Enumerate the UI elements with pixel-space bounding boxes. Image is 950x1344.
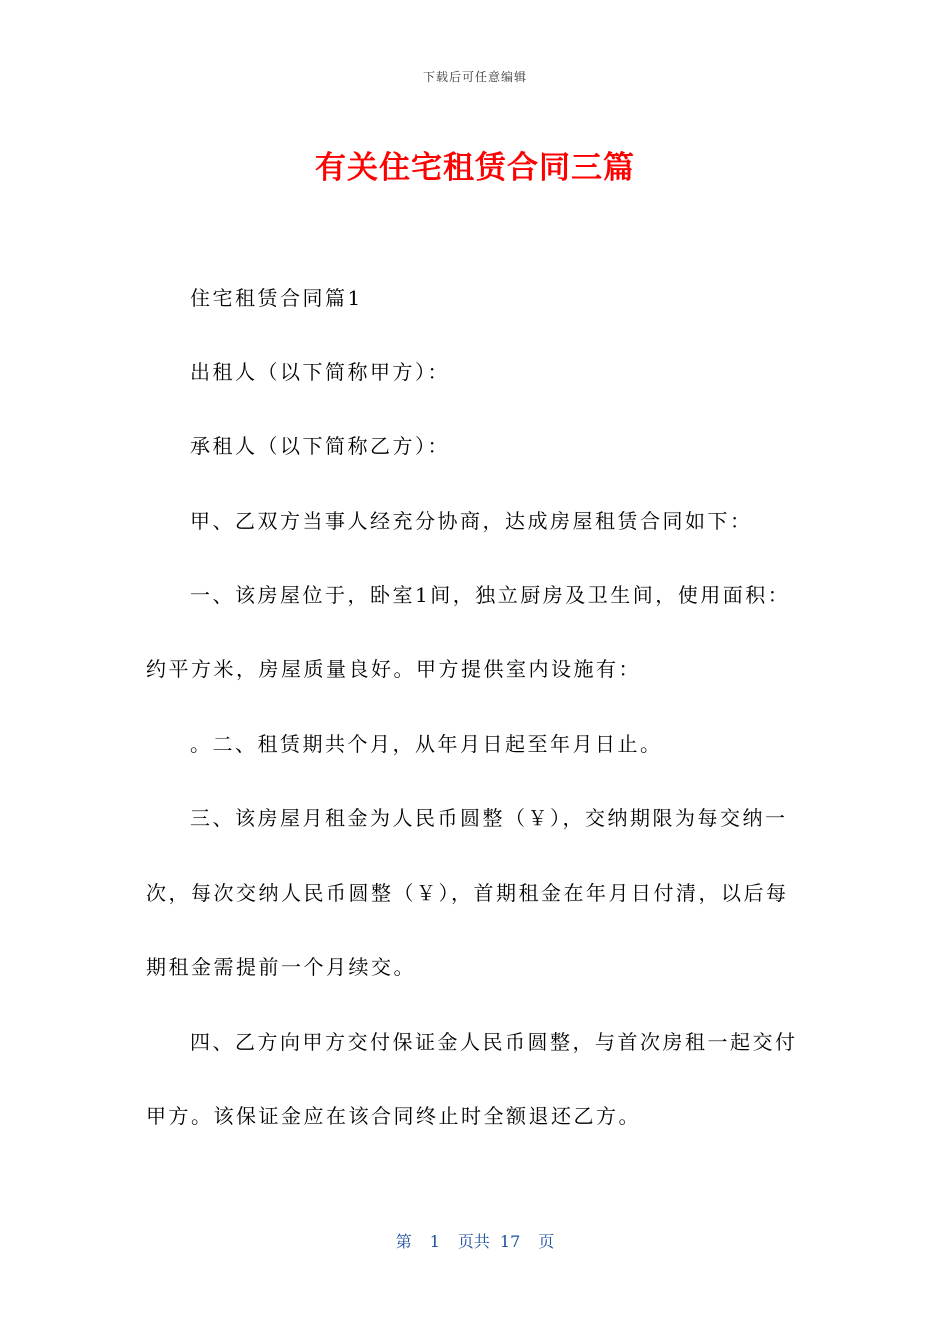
- clause-3-line-1: 三、该房屋月租金为人民币圆整（￥），交纳期限为每交纳一: [190, 806, 788, 830]
- intro-paragraph: 甲、乙双方当事人经充分协商，达成房屋租赁合同如下：: [190, 509, 753, 533]
- document-title: 有关住宅租赁合同三篇: [315, 150, 635, 186]
- section-heading: 住宅租赁合同篇1: [190, 286, 363, 310]
- footer-total-pages: 17: [499, 1232, 521, 1251]
- clause-4-line-2: 甲方。该保证金应在该合同终止时全额退还乙方。: [146, 1104, 641, 1128]
- footer-middle: 页共: [457, 1232, 490, 1251]
- clause-1-line-2: 约平方米，房屋质量良好。甲方提供室内设施有：: [146, 657, 641, 681]
- clause-1-line-1: 一、该房屋位于，卧室1间，独立厨房及卫生间，使用面积：: [190, 583, 791, 607]
- footer-page-number: 1: [429, 1232, 440, 1251]
- clause-4-line-1: 四、乙方向甲方交付保证金人民币圆整，与首次房租一起交付: [190, 1030, 798, 1054]
- page-footer: [0, 1229, 950, 1252]
- footer-suffix: 页: [538, 1232, 555, 1251]
- lessor-line: 出租人（以下简称甲方）：: [190, 360, 450, 384]
- clause-3-line-3: 期租金需提前一个月续交。: [146, 955, 416, 979]
- lessee-line: 承租人（以下简称乙方）：: [190, 434, 450, 458]
- clause-3-line-2: 次，每次交纳人民币圆整（￥），首期租金在年月日付清，以后每: [146, 881, 789, 905]
- clause-2-line: 。二、租赁期共个月，从年月日起至年月日止。: [190, 732, 663, 756]
- footer-prefix: 第: [395, 1232, 412, 1251]
- header-note: 下载后可任意编辑: [422, 70, 527, 84]
